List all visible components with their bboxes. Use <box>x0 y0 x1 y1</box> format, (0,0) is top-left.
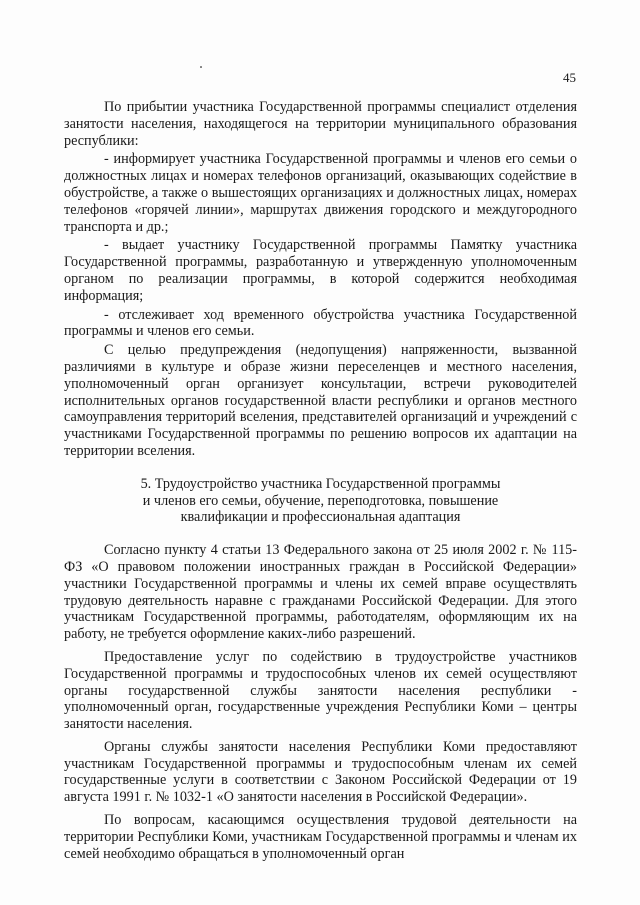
intro-paragraph: По прибытии участника Государственной программы специалист отделения занятости населения, находящегося на территории муниципального образования республики: <box>64 99 577 149</box>
adaptation-paragraph: С целью предупреждения (недопущения) напряженности, вызванной различиями в культуре и образе жизни переселенцев и местного населения, уполномоченный орган организует консультации, встречи руководителей исполнительных органов государственной власти республики и органов местного самоуправления территорий вселения, представителей организаций и учреждений с участниками Государственной программы по решению вопросов их адаптации на территории вселения. <box>64 342 577 459</box>
section-5-heading-line: и членов его семьи, обучение, переподготовка, повышение <box>142 492 499 509</box>
section-5-heading-line: квалификации и профессиональная адаптация <box>180 509 461 526</box>
section-5-paragraph-services: Предоставление услуг по содействию в трудоустройстве участников Государственной программы и трудоспособных членов их семей осуществляют органы государственной службы занятости населения республики - уполномоченный орган, государственные учреждения Республики Коми – центры занятости населения. <box>64 648 577 733</box>
section-5-paragraph-employment: Органы службы занятости населения Республики Коми предоставляют участникам Государственной программы и трудоспособным членам их семей государственные услуги в соответствии с Законом Российской Федерации от 19 августа 1991 г. № 1032-1 «О занятости населения в Российской Федерации». <box>64 738 577 806</box>
section-5-heading-line: 5. Трудоустройство участника Государственной программы <box>140 475 501 492</box>
scan-speck <box>200 66 202 68</box>
section-5-heading <box>64 476 577 526</box>
bullet-inform: - информирует участника Государственной программы и членов его семьи о должностных лицах и номерах телефонов организаций, оказывающих содействие в обустройстве, а также о вышестоящих организациях и должностных лицах, номерах телефонов «горячей линии», маршрутах движения городского и междугородного транспорта и др.; <box>64 151 577 235</box>
bullet-monitor: - отслеживает ход временного обустройства участника Государственной программы и членов его семьи. <box>64 306 577 340</box>
document-body <box>64 99 577 864</box>
section-5-paragraph-law: Согласно пункту 4 статьи 13 Федерального закона от 25 июля 2002 г. № 115-ФЗ «О правовом положении иностранных граждан в Российской Федерации» участники Государственной программы и члены их семей вправе осуществлять трудовую деятельность наравне с гражданами Российской Федерации. Для этого участникам Государственной программы, работодателям, оформляющим их на работу, не требуется оформление каких-либо разрешений. <box>64 542 577 643</box>
bullet-memo: - выдает участнику Государственной программы Памятку участника Государственной программы, разработанную и утвержденную уполномоченным органом по реализации программы, в которой содержится необходимая информация; <box>64 237 577 304</box>
page-number: 45 <box>563 70 576 85</box>
section-5-paragraph-contact: По вопросам, касающимся осуществления трудовой деятельности на территории Республики Коми, участникам Государственной программы и членам их семей необходимо обращаться в уполномоченный орган <box>64 812 577 862</box>
